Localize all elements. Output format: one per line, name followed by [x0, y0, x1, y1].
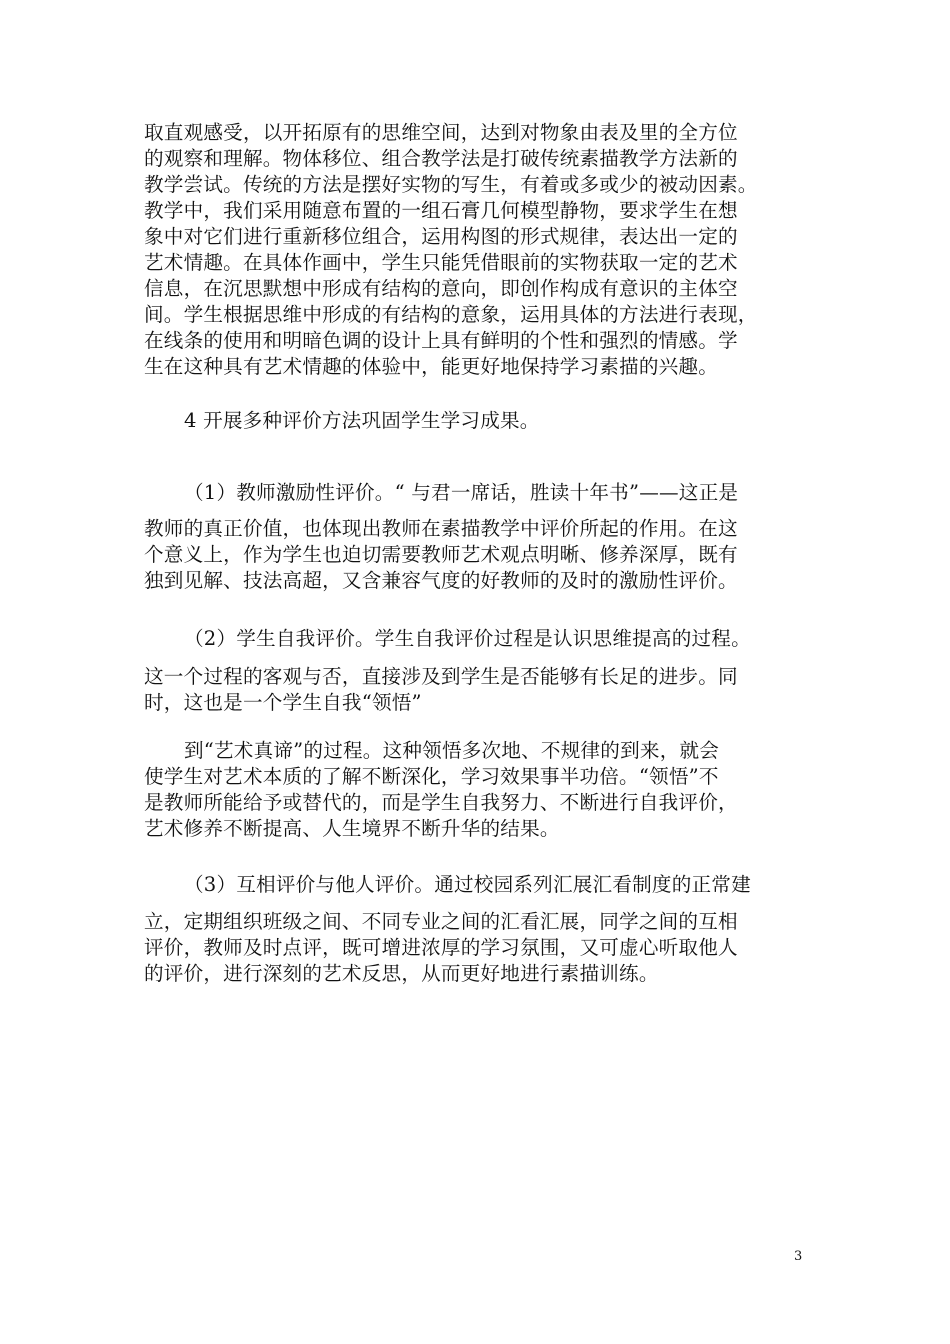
- body-paragraph-mutual-evaluation: 立，定期组织班级之间、不同专业之间的汇看汇展，同学之间的互相 评价，教师及时点评，既可增进浓厚的学习氛围，又可虚心听取他人 的评价，进行深刻的艺术反思，从而更好地进行素描训练。: [144, 910, 738, 985]
- subsection-heading-3: （3）互相评价与他人评价。通过校园系列汇展汇看制度的正常建: [184, 873, 751, 896]
- subsection-heading-1: （1）教师激励性评价。“ 与君一席话，胜读十年书”——这正是: [184, 481, 739, 504]
- body-paragraph-continuation: 取直观感受，以开拓原有的思维空间，达到对物象由表及里的全方位 的观察和理解。物体移位、组合教学法是打破传统素描教学方法新的 教学尝试。传统的方法是摆好实物的写生，有着或多或少的被动因素。 教学中，我们采用随意布置的一组石膏几何模型静物，要求学生在想 象中对它们进行重新移位组合，运用构图的形式规律，表达出一定的 艺术情趣。在具体作画中，学生只能凭借眼前的实物获取一定的艺术 信息，在沉思默想中形成有结构的意向，即创作构成有意识的主体空 间。学生根据思维中形成的有结构的意象，运用具体的方法进行表现， 在线条的使用和明暗色调的设计上具有鲜明的个性和强烈的情感。学 生在这种具有艺术情趣的体验中，能更好地保持学习素描的兴趣。: [144, 121, 758, 378]
- page-number: 3: [794, 1249, 803, 1264]
- subsection-heading-2: （2）学生自我评价。学生自我评价过程是认识思维提高的过程。: [184, 627, 751, 650]
- body-paragraph-self-evaluation: 这一个过程的客观与否，直接涉及到学生是否能够有长足的进步。同 时，这也是一个学生自我“领悟”: [144, 665, 738, 714]
- body-paragraph-art-truth: 到“艺术真谛”的过程。这种领悟多次地、不规律的到来，就会 使学生对艺术本质的了解不断深化，学习效果事半功倍。“领悟”不 是教师所能给予或替代的，而是学生自我努力、不断进行自我评价， 艺术修养不断提高、人生境界不断升华的结果。: [144, 739, 738, 840]
- section-heading-4: 4 开展多种评价方法巩固学生学习成果。: [184, 409, 540, 432]
- body-paragraph-teacher-evaluation: 教师的真正价值，也体现出教师在素描教学中评价所起的作用。在这 个意义上，作为学生也迫切需要教师艺术观点明晰、修养深厚，既有 独到见解、技法高超，又含兼容气度的好教师的及时的激励性评价。: [144, 517, 738, 592]
